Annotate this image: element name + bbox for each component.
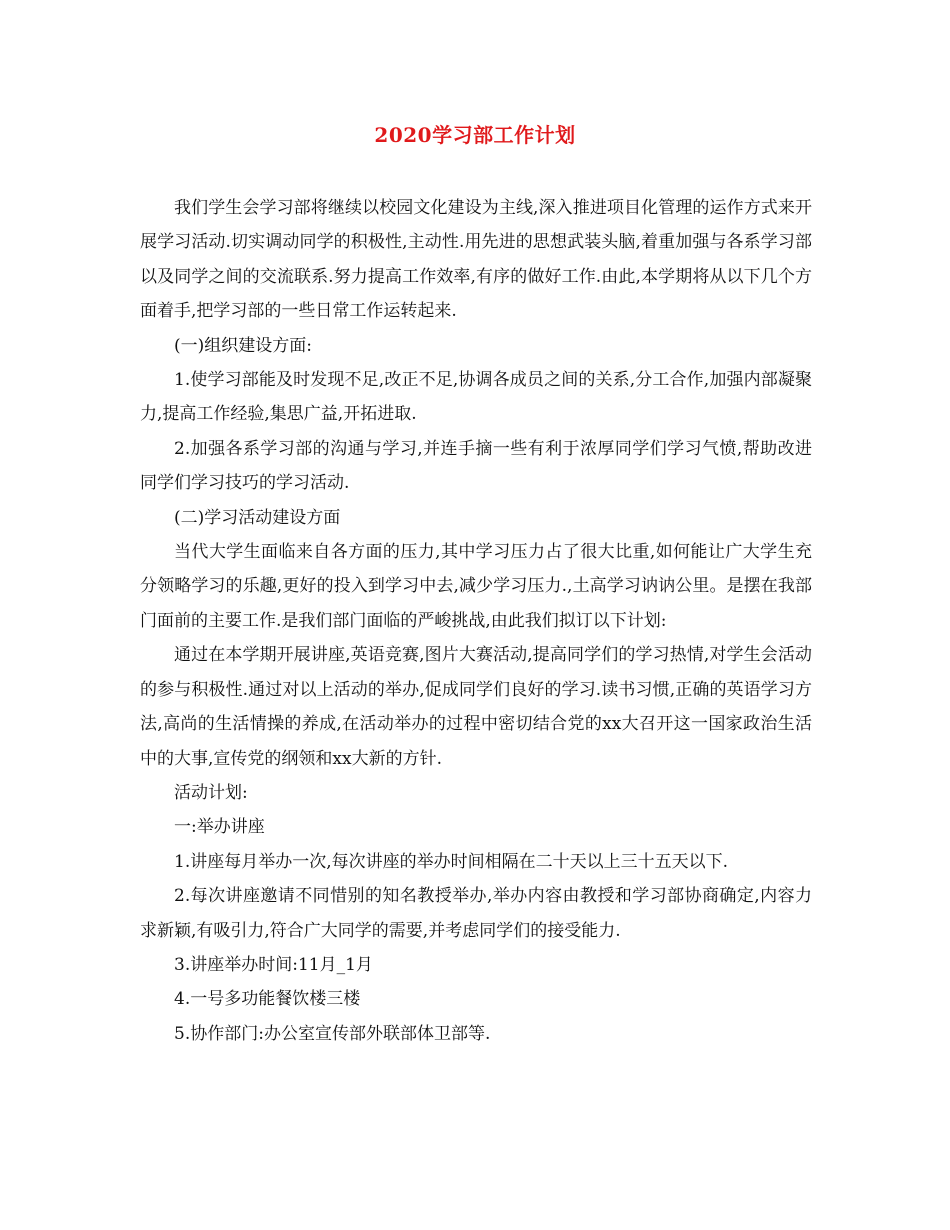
- lecture-item-4: 4.一号多功能餐饮楼三楼: [174, 989, 361, 1010]
- lecture-item-3: 3.讲座举办时间:11月_1月: [174, 954, 373, 975]
- lecture-item-5: 5.协作部门:办公室宣传部外联部体卫部等.: [174, 1023, 491, 1044]
- lecture-item-1: 1.讲座每月举办一次,每次讲座的举办时间相隔在二十天以上三十五天以下.: [174, 851, 729, 872]
- activity-plan-heading: 活动计划:: [174, 782, 248, 803]
- paragraph-organization-1: 1.使学习部能及时发现不足,改正不足,协调各成员之间的关系,分工合作,加强内部凝聚力,提高工作经验,集思广益,开拓进取.: [140, 370, 812, 425]
- section-heading-activities: (二)学习活动建设方面: [174, 507, 341, 528]
- section-heading-organization: (一)组织建设方面:: [174, 335, 312, 356]
- document-body: [140, 191, 812, 1051]
- paragraph-intro: 我们学生会学习部将继续以校园文化建设为主线,深入推进项目化管理的运作方式来开展学习活动.切实调动同学的积极性,主动性.用先进的思想武装头脑,着重加强与各系学习部以及同学之间的交流联系.努力提高工作效率,有序的做好工作.由此,本学期将从以下几个方面着手,把学习部的一些日常工作运转起来.: [140, 198, 812, 322]
- paragraph-organization-2: 2.加强各系学习部的沟通与学习,并连手摘一些有利于浓厚同学们学习气愤,帮助改进同学们学习技巧的学习活动.: [140, 438, 812, 494]
- lecture-item-2: 2.每次讲座邀请不同惜别的知名教授举办,举办内容由教授和学习部协商确定,内容力求新颖,有吸引力,符合广大同学的需要,并考虑同学们的接受能力.: [140, 886, 812, 941]
- lecture-heading: 一:举办讲座: [174, 817, 265, 838]
- paragraph-plan-summary: 通过在本学期开展讲座,英语竞赛,图片大赛活动,提高同学们的学习热情,对学生会活动的参与积极性.通过对以上活动的举办,促成同学们良好的学习.读书习惯,正确的英语学习方法,高尚的生活情操的养成,在活动举办的过程中密切结合党的xx大召开这一国家政治生活中的大事,宣传党的纲领和xx大新的方针.: [140, 645, 812, 769]
- document-title: 2020学习部工作计划: [374, 123, 576, 147]
- paragraph-pressure: 当代大学生面临来自各方面的压力,其中学习压力占了很大比重,如何能让广大学生充分领略学习的乐趣,更好的投入到学习中去,减少学习压力.,土高学习讷讷公里。是摆在我部门面前的主要工作.是我们部门面临的严峻挑战,由此我们拟订以下计划:: [140, 542, 812, 631]
